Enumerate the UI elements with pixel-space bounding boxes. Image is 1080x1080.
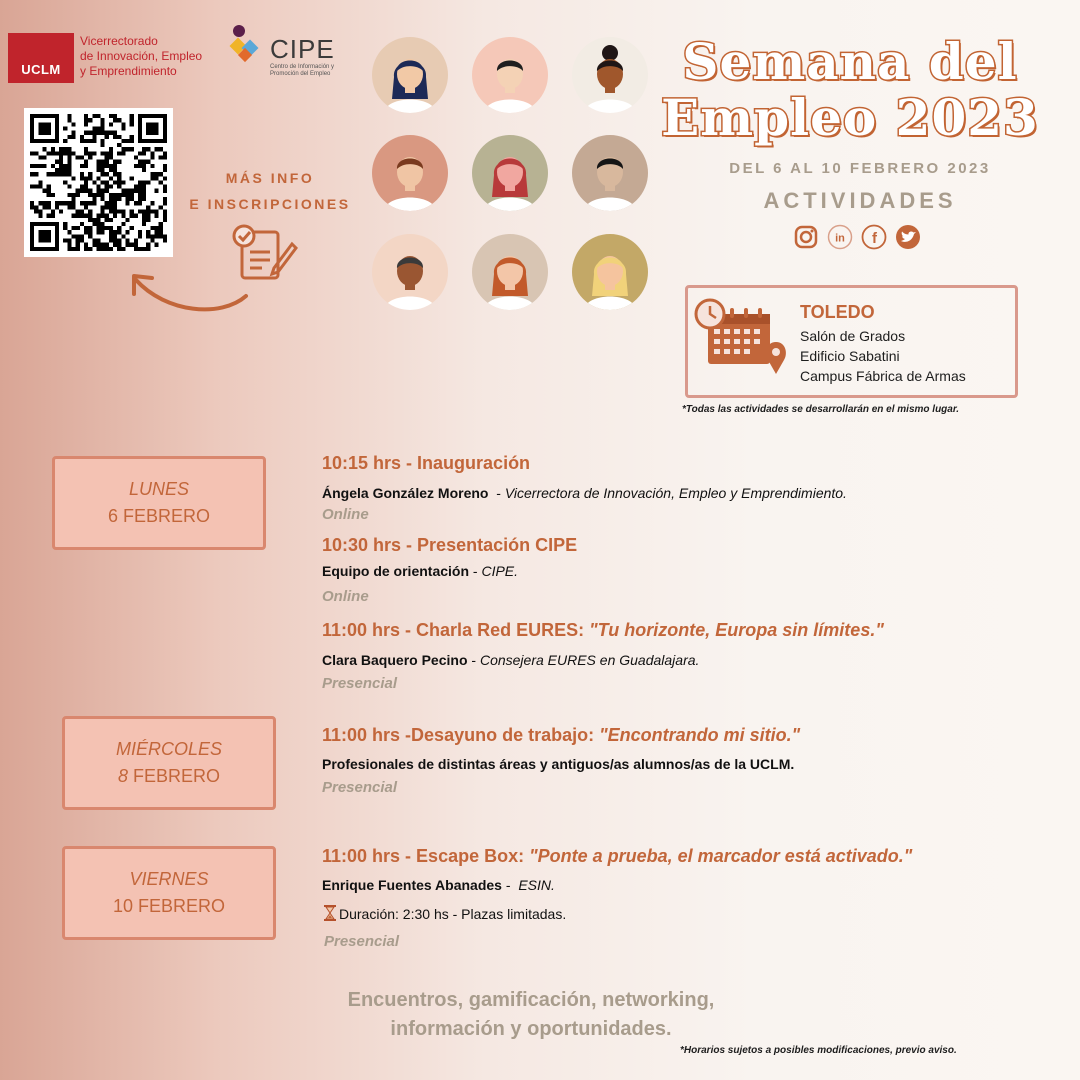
location-line: Edificio Sabatini [800, 348, 900, 364]
cipe-title: CIPE [270, 34, 335, 64]
event-speaker [322, 756, 794, 772]
twitter-icon[interactable] [895, 224, 921, 250]
svg-text:f: f [872, 230, 877, 247]
calendar-location-icon [694, 296, 794, 388]
event-speaker: Enrique Fuentes Abanades - ESIN. [322, 877, 555, 893]
social-links [793, 224, 921, 250]
day-date: 6 FEBRERO [107, 506, 211, 526]
avatar [472, 135, 548, 211]
facebook-icon[interactable] [861, 224, 887, 250]
activities-heading: ACTIVIDADES [763, 188, 957, 213]
avatar [572, 234, 648, 310]
location-line: Campus Fábrica de Armas [800, 368, 966, 384]
day-name: MIÉRCOLES [115, 739, 223, 759]
event-title-quote: "Tu horizonte, Europa sin límites." [589, 620, 884, 640]
duration-text: Duración: 2:30 hs - Plazas limitadas. [339, 906, 567, 922]
event-title-inauguracion: 10:15 hrs - Inauguración [322, 453, 531, 473]
closing-line: información y oportunidades. [390, 1018, 672, 1040]
event-dates: DEL 6 AL 10 FEBRERO 2023 [729, 160, 991, 177]
event-title [660, 34, 1040, 146]
linkedin-icon[interactable] [827, 224, 853, 250]
speaker-role: CIPE. [481, 563, 519, 579]
uclm-logo [8, 33, 74, 83]
more-info-label [185, 165, 355, 217]
event-mode: Online [322, 588, 369, 605]
day-date-number: 8 [117, 766, 128, 786]
hourglass-icon [324, 905, 336, 921]
vicerrectorado-line: y Emprendimiento [80, 64, 177, 78]
avatar [372, 37, 448, 113]
day-name: VIERNES [129, 869, 209, 889]
avatar [572, 37, 648, 113]
event-speaker: Clara Baquero Pecino - Consejera EURES en Guadalajara. [322, 652, 700, 668]
event-title-desayuno [322, 725, 800, 746]
avatar [472, 234, 548, 310]
event-title-line: Semana del [682, 32, 1018, 91]
qr-code[interactable] [24, 108, 173, 257]
speaker-role: Consejera EURES en Guadalajara. [479, 652, 700, 668]
cipe-subtitle: Centro de Información y Promoción del Empleo [270, 64, 335, 77]
event-title-escape-box [322, 846, 912, 867]
event-title-text: 11:00 hrs - Escape Box: [322, 846, 530, 866]
speaker-role: Vicerrectora de Innovación, Empleo y Emprendimiento. [504, 485, 847, 501]
event-title-quote: "Ponte a prueba, el marcador está activado." [529, 846, 913, 866]
more-info-line: MÁS INFO [225, 170, 315, 186]
speaker-name: Ángela González Moreno [322, 485, 489, 501]
event-mode: Online [322, 506, 369, 523]
day-name: LUNES [128, 479, 190, 499]
event-speaker: Equipo de orientación - CIPE. [322, 563, 519, 579]
speaker-name: Profesionales de distintas áreas y antiguos/as alumnos/as de la UCLM. [322, 756, 795, 772]
svg-text:in: in [835, 232, 845, 245]
schedule-note: *Horarios sujetos a posibles modificaciones, previo aviso. [680, 1045, 957, 1056]
instagram-icon[interactable] [793, 224, 819, 250]
vicerrectorado-line: de Innovación, Empleo [80, 49, 203, 63]
avatar [372, 135, 448, 211]
event-title-eures [322, 620, 884, 641]
speaker-name: Clara Baquero Pecino [322, 652, 468, 668]
registrations-line: E INSCRIPCIONES [189, 196, 351, 212]
event-title-text: 11:00 hrs - Charla Red EURES: [322, 620, 590, 640]
speaker-name: Enrique Fuentes Abanades [322, 877, 502, 893]
event-title-text: 11:00 hrs -Desayuno de trabajo: [322, 725, 600, 745]
event-title-line: Empleo 2023 [661, 88, 1039, 147]
day-box-friday [62, 846, 276, 940]
vicerrectorado-line: Vicerrectorado [80, 34, 158, 48]
event-speaker: Ángela González Moreno - Vicerrectora de Innovación, Empleo y Emprendimiento. [322, 485, 847, 501]
location-note: *Todas las actividades se desarrollarán en el mismo lugar. [682, 404, 959, 415]
closing-line: Encuentros, gamificación, networking, [347, 989, 715, 1011]
event-title-quote: "Encontrando mi sitio." [599, 725, 801, 745]
event-mode: Presencial [322, 779, 398, 796]
event-duration [324, 905, 566, 922]
speaker-name: Equipo de orientación [322, 563, 470, 579]
day-box-wednesday [62, 716, 276, 810]
speaker-role: ESIN. [518, 877, 555, 893]
curved-arrow-icon [126, 258, 256, 318]
location-line: Salón de Grados [800, 328, 906, 344]
event-mode: Presencial [324, 933, 400, 950]
day-box-monday [52, 456, 266, 550]
location-city: TOLEDO [800, 302, 875, 322]
avatar [372, 234, 448, 310]
vicerrectorado-text [80, 34, 230, 79]
uclm-logo-text: UCLM [21, 62, 61, 77]
event-mode: Presencial [322, 675, 398, 692]
closing-statement [326, 986, 736, 1044]
avatar [472, 37, 548, 113]
avatar [572, 135, 648, 211]
day-date-month: FEBRERO [133, 766, 221, 786]
cipe-logo-icon [228, 24, 268, 68]
event-title-presentacion: 10:30 hrs - Presentación CIPE [322, 535, 578, 555]
day-date: 10 FEBRERO [112, 896, 226, 916]
